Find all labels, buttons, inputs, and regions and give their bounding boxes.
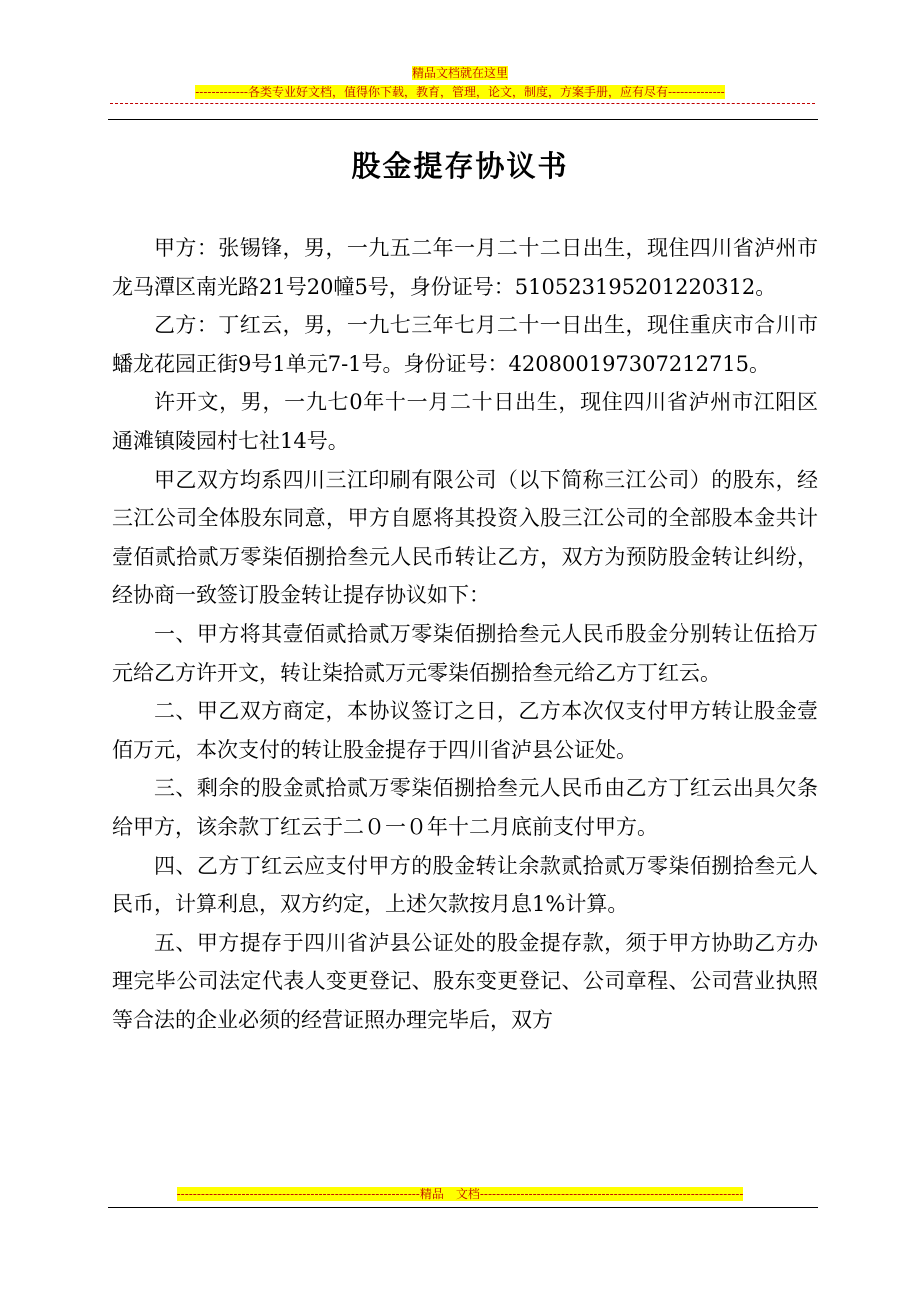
- document-title: 股金提存协议书: [351, 149, 569, 183]
- header-top-text: 精品文档就在这里: [411, 66, 508, 80]
- footer-banner: ------------------------------------------------------------精品 文档-----------------------------------------------------------------: [176, 1187, 744, 1201]
- document-body: [112, 229, 818, 1039]
- footer-rule: [108, 1207, 818, 1208]
- header-dashed-divider: [110, 103, 815, 104]
- header-banner: -------------各类专业好文档，值得你下载，教育，管理，论文，制度，方案手册，应有尽有--------------: [195, 85, 725, 99]
- paragraph-clause-5: 五、甲方提存于四川省泸县公证处的股金提存款，须于甲方协助乙方办理完毕公司法定代表人变更登记、股东变更登记、公司章程、公司营业执照等合法的企业必须的经营证照办理完毕后，双方: [112, 930, 818, 1032]
- paragraph-clause-2: 二、甲乙双方商定，本协议签订之日，乙方本次仅支付甲方转让股金壹佰万元，本次支付的转让股金提存于四川省泸县公证处。: [112, 699, 818, 762]
- paragraph-clause-4: 四、乙方丁红云应支付甲方的股金转让余款贰拾贰万零柒佰捌拾叁元人民币，计算利息，双方约定，上述欠款按月息1%计算。: [112, 853, 818, 917]
- paragraph-clause-1: 一、甲方将其壹佰贰拾贰万零柒佰捌拾叁元人民币股金分别转让伍拾万元给乙方许开文，转让柒拾贰万元零柒佰捌拾叁元给乙方丁红云。: [112, 621, 818, 685]
- header-rule: [108, 119, 818, 120]
- paragraph-party-a: 甲方：张锡锋，男，一九五二年一月二十二日出生，现住四川省泸州市龙马潭区南光路21号20幢5号，身份证号：510523195201220312。: [112, 236, 818, 299]
- paragraph-preamble: 甲乙双方均系四川三江印刷有限公司（以下简称三江公司）的股东，经三江公司全体股东同意，甲方自愿将其投资入股三江公司的全部股本金共计壹佰贰拾贰万零柒佰捌拾叁元人民币转让乙方，双方为预防股金转让纠纷，经协商一致签订股金转让提存协议如下：: [112, 467, 818, 608]
- paragraph-clause-3: 三、剩余的股金贰拾贰万零柒佰捌拾叁元人民币由乙方丁红云出具欠条给甲方，该余款丁红云于二０一０年十二月底前支付甲方。: [112, 776, 818, 839]
- paragraph-party-b-second: 许开文，男，一九七0年十一月二十日出生，现住四川省泸州市江阳区通滩镇陵园村七社14号。: [112, 390, 818, 453]
- paragraph-party-b: 乙方：丁红云，男，一九七三年七月二十一日出生，现住重庆市合川市蟠龙花园正街9号1单元7-1号。身份证号：420800197307212715。: [112, 313, 818, 376]
